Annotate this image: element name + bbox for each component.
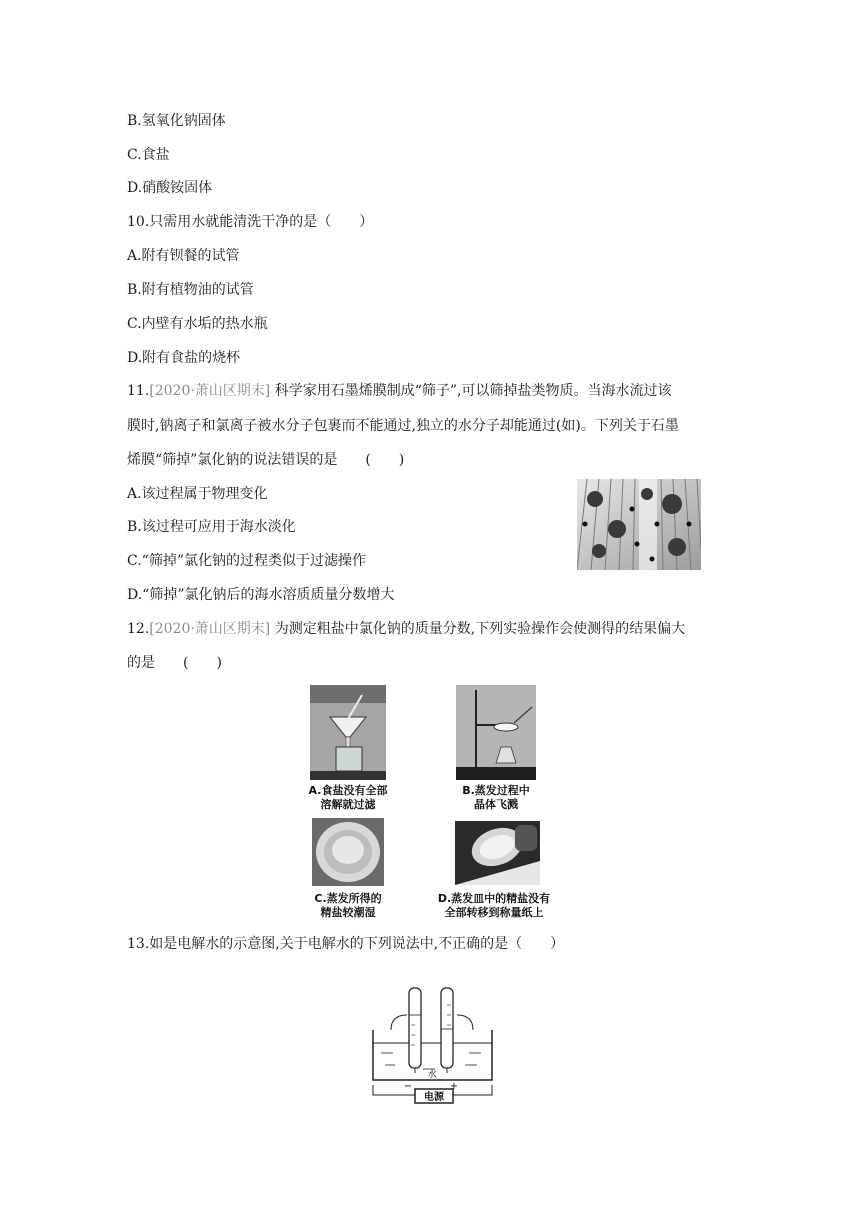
question-11-line3: 烯膜“筛掉”氯化钠的说法错误的是 ( ) bbox=[127, 452, 405, 468]
q10-option-d: D.附有食盐的烧杯 bbox=[127, 350, 241, 366]
question-11-line1 bbox=[127, 381, 672, 401]
caption-c-line2: 精盐较潮湿 bbox=[320, 906, 376, 919]
caption-a-line1: A.食盐没有全部 bbox=[308, 784, 388, 797]
question-source: [2020·萧山区期末] bbox=[149, 621, 271, 637]
caption-b-line1: B.蒸发过程中 bbox=[462, 784, 530, 797]
question-number: 11. bbox=[127, 383, 150, 399]
positive-sign: + bbox=[449, 1081, 459, 1092]
q11-option-a: A.该过程属于物理变化 bbox=[127, 486, 268, 502]
caption-d-line2: 全部转移到称量纸上 bbox=[444, 906, 544, 919]
evaporation-photo bbox=[456, 685, 536, 780]
negative-sign: − bbox=[403, 1081, 413, 1092]
option-d: D.硝酸铵固体 bbox=[127, 180, 213, 196]
question-text: 为测定粗盐中氯化钠的质量分数,下列实验操作会使测得的结果偏大 bbox=[274, 621, 686, 637]
q10-option-a: A.附有钡餐的试管 bbox=[127, 248, 240, 264]
question-source: [2020·萧山区期末] bbox=[149, 383, 271, 399]
question-text: 科学家用石墨烯膜制成“筛子”,可以筛掉盐类物质。当海水流过该 bbox=[274, 383, 672, 399]
caption-d bbox=[420, 892, 568, 920]
filtration-photo bbox=[310, 685, 386, 780]
damp-salt-photo bbox=[312, 818, 384, 886]
electrolysis-diagram bbox=[365, 985, 500, 1105]
caption-b bbox=[436, 784, 556, 812]
caption-c-line1: C.蒸发所得的 bbox=[314, 892, 382, 905]
option-b: B.氢氧化钠固体 bbox=[127, 113, 226, 129]
option-c: C.食盐 bbox=[127, 147, 170, 163]
power-label: 电源 bbox=[424, 1092, 444, 1103]
q10-option-b: B.附有植物油的试管 bbox=[127, 282, 254, 298]
question-12-line1 bbox=[127, 619, 685, 639]
question-number: 12. bbox=[127, 621, 150, 637]
question-11-line2: 膜时,钠离子和氯离子被水分子包裹而不能通过,独立的水分子却能通过(如)。下列关于石墨 bbox=[127, 418, 679, 434]
water-label: 水 bbox=[427, 1070, 437, 1080]
graphene-membrane-image bbox=[577, 479, 701, 570]
q11-option-b: B.该过程可应用于海水淡化 bbox=[127, 519, 296, 535]
caption-a-line2: 溶解就过滤 bbox=[320, 798, 376, 811]
caption-d-line1: D.蒸发皿中的精盐没有 bbox=[437, 892, 551, 905]
question-13: 13.如是电解水的示意图,关于电解水的下列说法中,不正确的是（ ） bbox=[127, 936, 565, 952]
transfer-salt-photo bbox=[455, 821, 540, 885]
caption-c bbox=[290, 892, 406, 920]
q11-option-c: C.“筛掉”氯化钠的过程类似于过滤操作 bbox=[127, 553, 366, 569]
question-12-line2: 的是 ( ) bbox=[127, 655, 222, 671]
caption-b-line2: 晶体飞溅 bbox=[474, 798, 518, 811]
question-10: 10.只需用水就能清洗干净的是（ ） bbox=[127, 214, 374, 230]
q11-option-d: D.“筛掉”氯化钠后的海水溶质质量分数增大 bbox=[127, 587, 395, 603]
q10-option-c: C.内壁有水垢的热水瓶 bbox=[127, 316, 268, 332]
caption-a bbox=[290, 784, 406, 812]
